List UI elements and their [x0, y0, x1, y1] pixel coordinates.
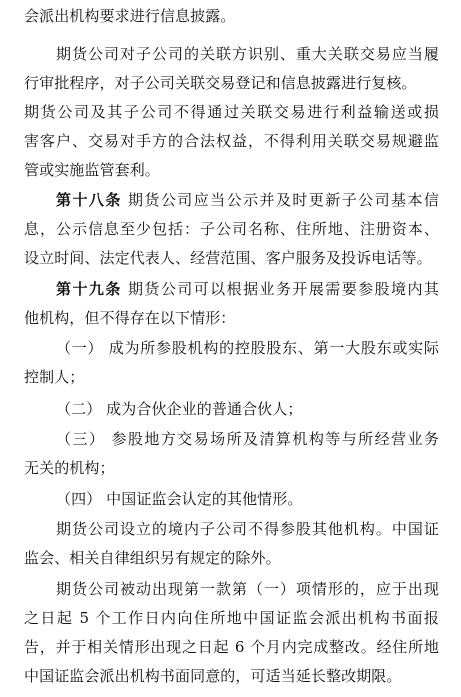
text-line: 监会、相关自律组织另有规定的除外。	[24, 549, 281, 567]
article-title: 第十九条	[56, 280, 122, 298]
text-line: 行审批程序，对子公司关联交易登记和信息披露进行复核。	[24, 74, 417, 92]
text-line: 害客户、交易对手方的合法权益，不得利用关联交易规避监	[24, 132, 439, 150]
text-span: 期货公司应当公示并及时更新子公司基本信	[127, 191, 440, 209]
text-line: 无关的机构；	[24, 459, 115, 477]
text-line: 设立时间、法定代表人、经营范围、客户服务及投诉电话等。	[24, 249, 432, 267]
text-line: 控制人；	[24, 368, 85, 386]
text-span: 期货公司可以根据业务开展需要参股境内其	[127, 280, 440, 298]
text-line: 他机构，但不得存在以下情形：	[24, 309, 236, 327]
text-line: 息，公示信息至少包括：子公司名称、住所地、注册资本、	[24, 220, 439, 238]
text-line: 会派出机构要求进行信息披露。	[24, 7, 236, 25]
text-line: 管或实施监管套利。	[24, 161, 160, 179]
article-19-first-line	[56, 275, 439, 303]
text-line: 期货公司设立的境内子公司不得参股其他机构。中国证	[56, 520, 439, 538]
list-item-line: （一） 成为所参股机构的控股股东、第一大股东或实际	[56, 339, 439, 357]
text-line: 告，并于相关情形出现之日起 6 个月内完成整改。经住所地	[24, 638, 439, 656]
text-line: 中国证监会派出机构书面同意的，可适当延长整改期限。	[24, 667, 402, 685]
text-line: 之日起 5 个工作日内向住所地中国证监会派出机构书面报	[24, 609, 439, 627]
article-18-first-line	[56, 186, 439, 214]
text-line: 期货公司对子公司的关联方识别、重大关联交易应当履	[56, 45, 439, 63]
text-line: 期货公司被动出现第一款第（一）项情形的，应于出现	[56, 580, 439, 598]
text-line: 期货公司及其子公司不得通过关联交易进行利益输送或损	[24, 103, 439, 121]
list-item-line: （二） 成为合伙企业的普通合伙人；	[56, 400, 303, 418]
article-title: 第十八条	[56, 191, 122, 209]
list-item-line: （四） 中国证监会认定的其他情形。	[56, 490, 303, 508]
list-item-line: （三） 参股地方交易场所及清算机构等与所经营业务	[56, 430, 439, 448]
